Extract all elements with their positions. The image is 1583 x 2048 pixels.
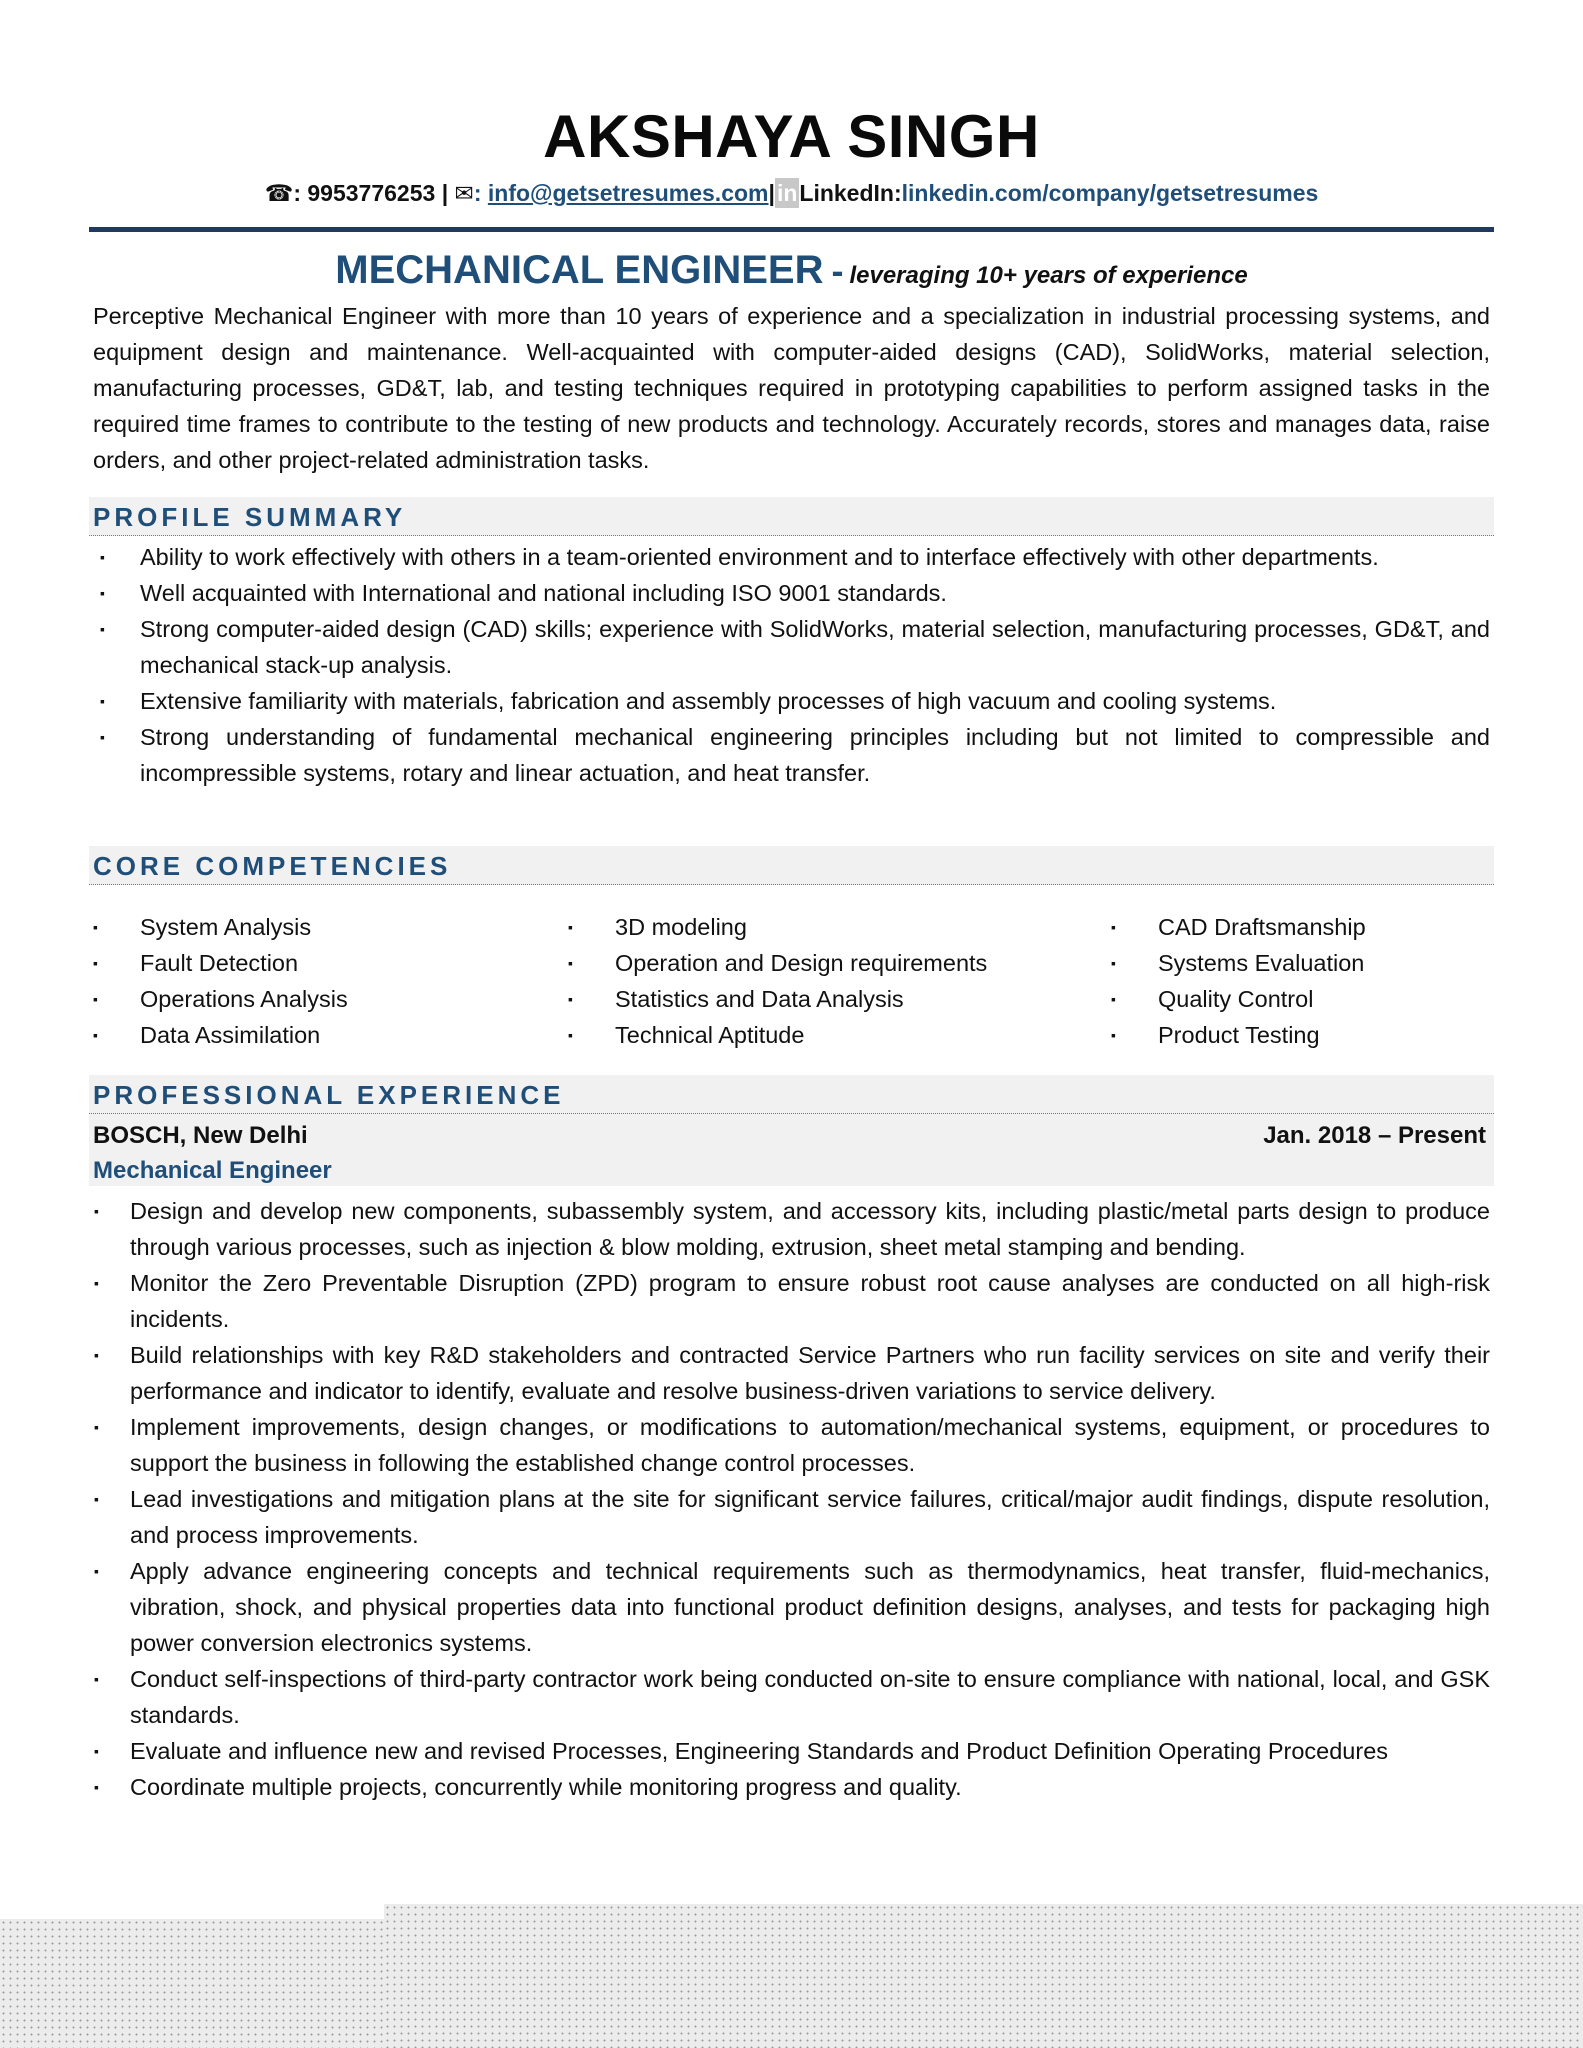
bullet-icon: ▪ <box>100 693 105 709</box>
competency-item: ▪ Technical Aptitude <box>568 1017 987 1053</box>
bullet-icon: ▪ <box>93 955 98 971</box>
competencies-column-1 <box>93 909 348 1053</box>
bullet-icon: ▪ <box>568 991 573 1007</box>
bullet-icon: ▪ <box>100 549 105 565</box>
list-item: ▪ Ability to work effectively with others in a team-oriented environment and to interface effectively with other departments. <box>140 539 1490 575</box>
contact-line <box>0 178 1583 208</box>
competency-item: ▪ Statistics and Data Analysis <box>568 981 987 1017</box>
bullet-icon: ▪ <box>94 1275 99 1291</box>
bullet-icon: ▪ <box>568 1027 573 1043</box>
bullet-icon: ▪ <box>93 919 98 935</box>
bullet-icon: ▪ <box>100 729 105 745</box>
phone-number[interactable]: 9953776253 <box>307 180 436 206</box>
job-company: BOSCH, New Delhi <box>93 1122 308 1149</box>
competency-item: ▪ Operation and Design requirements <box>568 945 987 981</box>
bullet-icon: ▪ <box>1111 991 1116 1007</box>
bullet-icon: ▪ <box>568 955 573 971</box>
competency-item: ▪ Systems Evaluation <box>1111 945 1366 981</box>
job-role-title: MECHANICAL ENGINEER <box>335 248 824 292</box>
list-item: ▪ Well acquainted with International and national including ISO 9001 standards. <box>140 575 1490 611</box>
list-item: ▪ Lead investigations and mitigation plans at the site for significant service failures, critical/major audit findings, dispute resolution, and process improvements. <box>130 1481 1490 1553</box>
competency-item: ▪ Quality Control <box>1111 981 1366 1017</box>
bullet-icon: ▪ <box>1111 955 1116 971</box>
bullet-icon: ▪ <box>93 1027 98 1043</box>
contact-divider: | <box>768 180 775 206</box>
section-title: PROFILE SUMMARY <box>93 502 407 532</box>
bullet-icon: ▪ <box>94 1491 99 1507</box>
competency-item: ▪ 3D modeling <box>568 909 987 945</box>
competency-item: ▪ CAD Draftsmanship <box>1111 909 1366 945</box>
bullet-icon: ▪ <box>94 1671 99 1687</box>
job-responsibilities-list <box>94 1193 1490 1805</box>
bullet-icon: ▪ <box>94 1203 99 1219</box>
email-separator: : <box>473 180 488 206</box>
bullet-icon: ▪ <box>93 991 98 1007</box>
competencies-column-3 <box>1111 909 1366 1053</box>
list-item: ▪ Build relationships with key R&D stakeholders and contracted Service Partners who run facility services on site and verify their performance and indicator to identify, evaluate and resolve business-driven variations to service delivery. <box>130 1337 1490 1409</box>
headline-dash: - <box>831 250 844 291</box>
headline-tagline: leveraging 10+ years of experience <box>849 262 1248 289</box>
linkedin-label: LinkedIn: <box>799 180 902 206</box>
section-header-core-competencies <box>89 846 1494 885</box>
bullet-icon: ▪ <box>94 1743 99 1759</box>
competency-item: ▪ System Analysis <box>93 909 348 945</box>
list-item: ▪ Strong computer-aided design (CAD) skills; experience with SolidWorks, material selection, manufacturing processes, GD&T, and mechanical stack-up analysis. <box>140 611 1490 683</box>
list-item: ▪ Strong understanding of fundamental mechanical engineering principles including but not limited to compressible and incompressible systems, rotary and linear actuation, and heat transfer. <box>140 719 1490 791</box>
job-title: Mechanical Engineer <box>93 1157 332 1184</box>
list-item: ▪ Implement improvements, design changes, or modifications to automation/mechanical systems, equipment, or procedures to support the business in following the established change control processes. <box>130 1409 1490 1481</box>
email-link[interactable]: info@getsetresumes.com <box>487 180 769 206</box>
candidate-name: AKSHAYA SINGH <box>543 103 1040 170</box>
section-header-professional-experience <box>89 1075 1494 1114</box>
competency-item: ▪ Product Testing <box>1111 1017 1366 1053</box>
bullet-icon: ▪ <box>1111 1027 1116 1043</box>
job-dates: Jan. 2018 – Present <box>1263 1122 1486 1149</box>
bullet-icon: ▪ <box>94 1563 99 1579</box>
list-item: ▪ Evaluate and influence new and revised Processes, Engineering Standards and Product Definition Operating Procedures <box>130 1733 1490 1769</box>
linkedin-link[interactable]: linkedin.com/company/getsetresumes <box>901 180 1319 206</box>
bullet-icon: ▪ <box>1111 919 1116 935</box>
bullet-icon: ▪ <box>94 1347 99 1363</box>
list-item: ▪ Conduct self-inspections of third-party contractor work being conducted on-site to ensure compliance with national, local, and GSK standards. <box>130 1661 1490 1733</box>
list-item: ▪ Monitor the Zero Preventable Disruption (ZPD) program to ensure robust root cause analyses are conducted on all high-risk incidents. <box>130 1265 1490 1337</box>
section-title: CORE COMPETENCIES <box>93 851 452 881</box>
bullet-icon: ▪ <box>568 919 573 935</box>
phone-icon: ☎ <box>264 180 294 206</box>
list-item: ▪ Apply advance engineering concepts and technical requirements such as thermodynamics, heat transfer, fluid-mechanics, vibration, shock, and physical properties data into functional product definition designs, analyses, and tests for packaging high power conversion electronics systems. <box>130 1553 1490 1661</box>
bullet-icon: ▪ <box>94 1779 99 1795</box>
summary-paragraph: Perceptive Mechanical Engineer with more than 10 years of experience and a specialization in industrial processing systems, and equipment design and maintenance. Well-acquainted with computer-aided designs (CAD), SolidWorks, material selection, manufacturing processes, GD&T, lab, and testing techniques required in prototyping capabilities to perform assigned tasks in the required time frames to contribute to the testing of new products and technology. Accurately records, stores and manages data, raise orders, and other project-related administration tasks. <box>93 303 1490 473</box>
envelope-icon: ✉ <box>454 180 474 206</box>
competency-item: ▪ Fault Detection <box>93 945 348 981</box>
headline <box>0 244 1583 305</box>
bullet-icon: ▪ <box>100 621 105 637</box>
list-item: ▪ Design and develop new components, subassembly system, and accessory kits, including plastic/metal parts design to produce through various processes, such as injection & blow molding, extrusion, sheet metal stamping and bending. <box>130 1193 1490 1265</box>
list-item: ▪ Extensive familiarity with materials, fabrication and assembly processes of high vacuum and cooling systems. <box>140 683 1490 719</box>
competency-item: ▪ Operations Analysis <box>93 981 348 1017</box>
section-title: PROFESSIONAL EXPERIENCE <box>93 1080 565 1110</box>
contact-divider: | <box>435 180 455 206</box>
bullet-icon: ▪ <box>94 1419 99 1435</box>
competencies-column-2 <box>568 909 987 1053</box>
header-divider <box>89 227 1494 232</box>
linkedin-icon: in <box>776 180 798 206</box>
profile-summary-list <box>100 539 1490 791</box>
phone-separator: : <box>293 180 308 206</box>
list-item: ▪ Coordinate multiple projects, concurrently while monitoring progress and quality. <box>130 1769 1490 1805</box>
competencies-grid <box>93 909 1493 1059</box>
preview-blur-overlay <box>0 1919 384 2048</box>
competency-item: ▪ Data Assimilation <box>93 1017 348 1053</box>
section-header-profile-summary <box>89 497 1494 536</box>
bullet-icon: ▪ <box>100 585 105 601</box>
preview-blur-overlay <box>384 1904 1583 2048</box>
